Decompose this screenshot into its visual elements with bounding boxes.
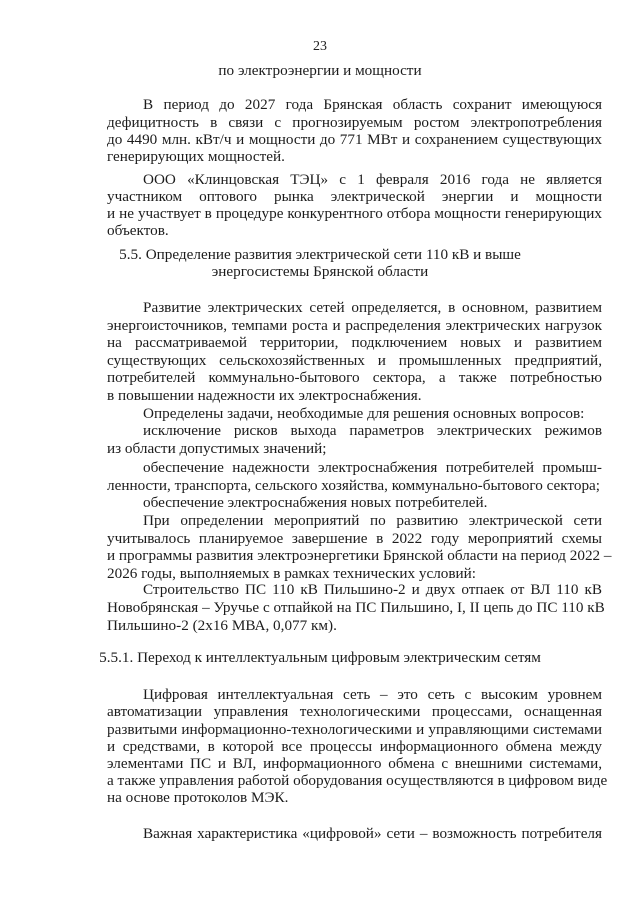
heading-line: 5.5. Определение развития электрической сети 110 кВ и выше [119, 246, 521, 263]
text-line: 2026 годы, выполняемых в рамках технических условий: [107, 565, 477, 582]
heading-line: энергосистемы Брянской области [211, 263, 429, 280]
text-line: ленности, транспорта, сельского хозяйства, коммунально-бытового сектора; [107, 477, 601, 494]
text-line: на основе протоколов МЭК. [107, 789, 289, 806]
text-line: а также управления работой оборудования осуществляются в цифровом виде [107, 772, 608, 789]
text-line: В период до 2027 года Брянская область сохранит имеющуюся [143, 96, 602, 113]
text-line: ООО «Клинцовская ТЭЦ» с 1 февраля 2016 года не является [143, 171, 602, 188]
text-line: потребителей коммунально-бытового сектора, а также потребностью [107, 369, 602, 386]
section-heading-5-5-1: 5.5.1. Переход к интеллектуальным цифровым электрическим сетям [99, 649, 541, 666]
text-line: и программы развития электроэнергетики Брянской области на период 2022 – [107, 547, 612, 564]
text-line: на рассматриваемой территории, подключением новых и развитием [107, 334, 602, 351]
text-line: При определении мероприятий по развитию электрической сети [143, 512, 602, 529]
text-line: исключение рисков выхода параметров электрических режимов [143, 422, 602, 439]
text-line: из области допустимых значений; [107, 440, 327, 457]
text-line: энергоисточников, темпами роста и распределения электрических нагрузок [107, 317, 602, 334]
heading-fragment: по электроэнергии и мощности [218, 62, 422, 79]
text-line: Строительство ПС 110 кВ Пильшино-2 и двух отпаек от ВЛ 110 кВ [143, 581, 602, 598]
text-line: Новобрянская – Уручье с отпайкой на ПС Пильшино, I, II цепь до ПС 110 кВ [107, 599, 605, 616]
text-line: Цифровая интеллектуальная сеть – это сеть с высоким уровнем [143, 686, 602, 703]
text-line: и средствами, в которой все процессы информационного обмена между [107, 738, 602, 755]
text-line: Развитие электрических сетей определяется, в основном, развитием [143, 299, 602, 316]
paragraph-characteristic: Важная характеристика «цифровой» сети – возможность потребителя [143, 825, 602, 842]
text-line: и не участвует в процедуре конкурентного отбора мощности генерирующих [107, 205, 602, 222]
text-line: участником оптового рынка электрической энергии и мощности [107, 188, 602, 205]
text-line: учитывалось планируемое завершение в 2022 году мероприятий схемы [107, 530, 602, 547]
text-line: развитыми информационно-технологическими и управляющими системами [107, 721, 602, 738]
text-line: в повышении надежности их электроснабжения. [107, 387, 422, 404]
page-number: 23 [313, 39, 327, 54]
text-line: автоматизации управления технологическими процессами, оснащенная [107, 703, 602, 720]
text-line: Пильшино-2 (2х16 МВА, 0,077 км). [107, 617, 337, 634]
text-line: объектов. [107, 222, 169, 239]
text-line: до 4490 млн. кВт/ч и мощности до 771 МВт и сохранением существующих [107, 131, 602, 148]
paragraph-new-consumers: обеспечение электроснабжения новых потребителей. [143, 494, 488, 511]
text-line: генерирующих мощностей. [107, 148, 285, 165]
text-line: существующих сельскохозяйственных и промышленных предприятий, [107, 352, 602, 369]
text-line: дефицитность в связи с прогнозируемым ростом электропотребления [107, 114, 602, 131]
paragraph-tasks: Определены задачи, необходимые для решения основных вопросов: [143, 405, 585, 422]
text-line: элементами ПС и ВЛ, информационного обмена с внешними системами, [107, 755, 602, 772]
text-line: обеспечение надежности электроснабжения потребителей промыш- [143, 459, 602, 476]
